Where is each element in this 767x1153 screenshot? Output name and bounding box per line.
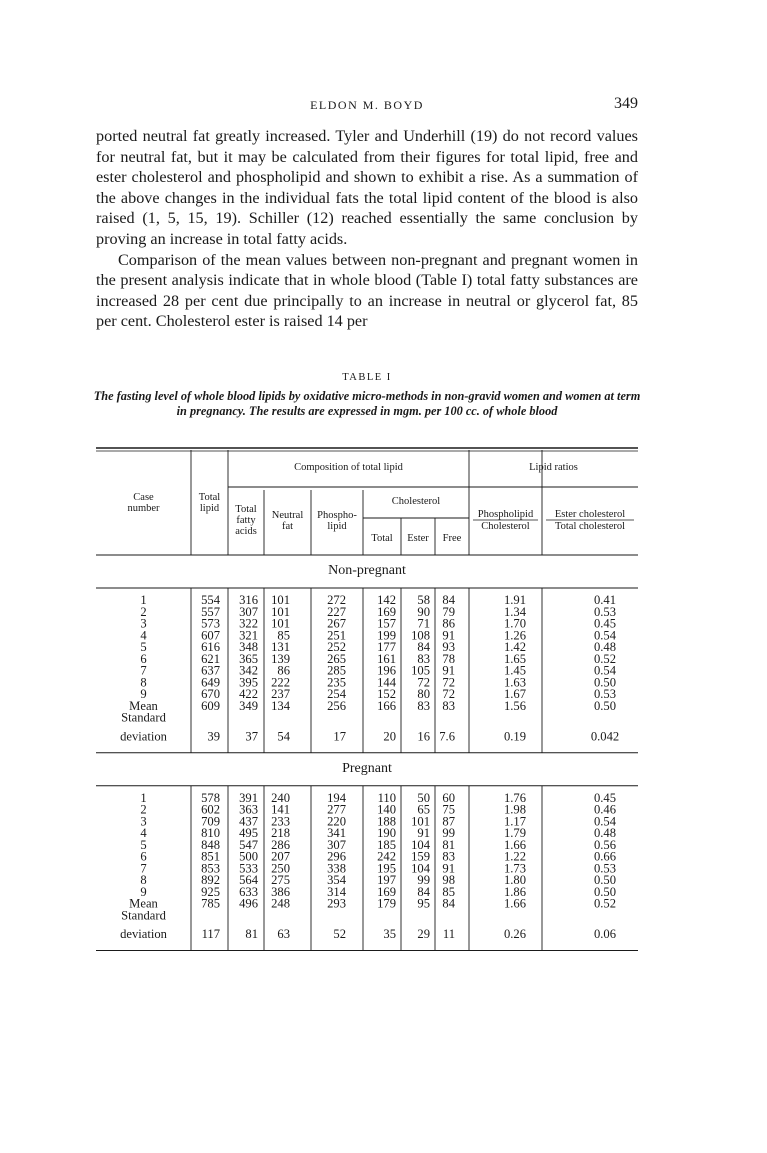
table-cell: 554	[201, 593, 220, 607]
table-cell: 185	[377, 837, 396, 852]
table-cell: 349	[239, 698, 258, 713]
case-number-cell: 2	[140, 802, 147, 817]
table-cell: 237	[271, 687, 290, 701]
table-cell: 84	[417, 884, 430, 899]
sd-cell: 37	[245, 729, 258, 744]
table-cell: 101	[271, 593, 290, 607]
table-cell: 79	[442, 604, 455, 619]
ratio-cell: 0.56	[593, 837, 617, 852]
case-number-cell: 5	[140, 837, 147, 852]
table-cell: 58	[417, 593, 430, 607]
table-cell: 286	[271, 837, 290, 852]
ratio-cell: 0.54	[593, 814, 617, 829]
table-cell: 348	[239, 640, 258, 654]
case-number-cell: 7	[140, 861, 147, 876]
table-cell: 207	[271, 849, 290, 864]
table-cell: 316	[239, 593, 258, 607]
table-cell: 72	[442, 687, 455, 701]
ratio-cell: 0.50	[593, 884, 617, 899]
case-number-cell: 5	[140, 640, 147, 654]
table-cell: 892	[201, 873, 220, 887]
case-number-cell: 3	[140, 616, 147, 631]
case-number-cell: Mean	[129, 896, 158, 911]
table-cell: 190	[377, 826, 396, 840]
table-cell: 342	[239, 663, 258, 678]
table-cell: 60	[442, 790, 455, 805]
case-number-cell: Mean	[129, 698, 158, 713]
table-cell: 65	[417, 802, 430, 817]
ratio-cell: 1.66	[503, 837, 527, 852]
table-cell: 495	[239, 826, 258, 840]
table-cell: 649	[201, 675, 220, 690]
table-cell: 533	[239, 861, 258, 876]
table-cell: 90	[417, 604, 430, 619]
table-cell: 248	[271, 896, 290, 911]
section-title: Pregnant	[342, 760, 392, 776]
table-cell: 391	[239, 790, 258, 805]
table-cell: 242	[377, 849, 396, 864]
table-cell: 144	[377, 675, 396, 690]
ratio-cell: 0.48	[593, 826, 617, 840]
table-cell: 83	[417, 698, 430, 713]
table-cell: 104	[411, 861, 430, 876]
table-cell: 83	[442, 849, 455, 864]
table-cell: 218	[271, 826, 290, 840]
ratio-cell: 1.42	[503, 640, 527, 654]
ratio-cell: 1.86	[503, 884, 527, 899]
sd-cell: 0.26	[503, 927, 527, 941]
table-cell: 110	[377, 790, 396, 805]
table-cell: 86	[277, 663, 290, 678]
table-cell: 578	[201, 790, 220, 805]
case-number-cell: 7	[140, 663, 147, 678]
paragraph: ported neutral fat greatly increased. Tyler and Underhill (19) do not record values for neutral fat, but it may be calculated from their figures for total lipid, free and ester cholesterol and phospholipid and shown to exhibit a rise. As a summation of the above changes in the individual fats the total lipid content of the blood is also raised (1, 5, 15, 19). Schiller (12) reached essentially the same conclusion by proving an increase in total fatty acids.	[96, 127, 638, 248]
table-cell: 265	[327, 651, 346, 666]
header-cholesterol-free: Free	[442, 533, 462, 544]
sd-cell: 52	[333, 927, 346, 941]
case-number-cell: 4	[140, 628, 147, 643]
table-cell: 83	[442, 698, 455, 713]
table-cell: 80	[417, 687, 430, 701]
header-ratio-phospholipid: Phospholipid	[477, 509, 534, 520]
table-cell: 785	[201, 896, 220, 911]
sd-cell: 63	[277, 927, 290, 941]
table-cell: 91	[442, 663, 455, 678]
table-cell: 159	[411, 849, 430, 864]
ratio-cell: 0.52	[593, 896, 617, 911]
table-cell: 233	[271, 814, 290, 829]
table-cell: 152	[377, 687, 396, 701]
ratio-cell: 1.56	[503, 698, 527, 713]
table-cell: 195	[377, 861, 396, 876]
sd-cell: 0.19	[503, 729, 527, 744]
table-cell: 616	[201, 640, 220, 654]
header-lipid-ratios-group: Lipid ratios	[529, 462, 578, 473]
table-cell: 71	[417, 616, 430, 631]
table-cell: 105	[411, 663, 430, 678]
table-cell: 95	[417, 896, 430, 911]
table-cell: 142	[377, 593, 396, 607]
sd-label: deviation	[120, 729, 167, 744]
case-number-cell: 1	[140, 790, 147, 805]
table-cell: 810	[201, 826, 220, 840]
ratio-cell: 0.48	[593, 640, 617, 654]
ratio-cell: 1.67	[503, 687, 527, 701]
table-cell: 251	[327, 628, 346, 643]
header-total-lipid: lipid	[199, 503, 220, 514]
table-cell: 602	[201, 802, 220, 817]
table-cell: 422	[239, 687, 258, 701]
table-cell: 177	[377, 640, 396, 654]
table-cell: 99	[442, 826, 455, 840]
table-cell: 386	[271, 884, 290, 899]
table-cell: 197	[377, 873, 396, 887]
table-cell: 285	[327, 663, 346, 678]
ratio-cell: 1.73	[503, 861, 527, 876]
ratio-cell: 0.45	[593, 616, 617, 631]
ratio-cell: 1.66	[503, 896, 527, 911]
table-cell: 235	[327, 675, 346, 690]
table-cell: 157	[377, 616, 396, 631]
sd-cell: 35	[383, 927, 396, 941]
table-cell: 267	[327, 616, 346, 631]
table-cell: 252	[327, 640, 346, 654]
ratio-cell: 0.45	[593, 790, 617, 805]
ratio-cell: 1.63	[503, 675, 527, 690]
table-cell: 81	[442, 837, 455, 852]
header-total-fatty-acids: Total	[235, 504, 257, 515]
sd-cell: 117	[201, 927, 220, 941]
header-neutral-fat: Neutral	[271, 510, 304, 521]
table-cell: 85	[277, 628, 290, 643]
header-neutral-fat: fat	[281, 521, 294, 532]
ratio-cell: 1.79	[503, 826, 527, 840]
sd-label: Standard	[121, 908, 166, 923]
header-cholesterol-group: Cholesterol	[391, 496, 441, 507]
table-cell: 363	[239, 802, 258, 817]
case-number-cell: 1	[140, 593, 147, 607]
sd-cell: 16	[417, 729, 430, 744]
table-cell: 607	[201, 628, 220, 643]
table-cell: 104	[411, 837, 430, 852]
case-number-cell: 6	[140, 651, 147, 666]
table-label: TABLE I	[342, 372, 392, 383]
table-cell: 98	[442, 873, 455, 887]
ratio-cell: 0.53	[593, 861, 617, 876]
case-number-cell: 3	[140, 814, 147, 829]
sd-cell: 20	[383, 729, 396, 744]
header-ratio-cholesterol: Cholesterol	[481, 521, 530, 532]
sd-cell: 7.6	[439, 729, 455, 744]
sd-label: Standard	[121, 710, 166, 725]
sd-cell: 17	[333, 729, 346, 744]
ratio-cell: 1.91	[503, 593, 527, 607]
case-number-cell: 9	[140, 687, 147, 701]
header-case-number: number	[127, 503, 160, 514]
ratio-cell: 1.17	[503, 814, 527, 829]
table-cell: 72	[442, 675, 455, 690]
case-number-cell: 8	[140, 873, 147, 887]
ratio-cell: 0.41	[593, 593, 617, 607]
sd-cell: 81	[245, 927, 258, 941]
table-cell: 354	[327, 873, 346, 887]
table-cell: 437	[239, 814, 258, 829]
sd-cell: 0.06	[593, 927, 617, 941]
ratio-cell: 1.80	[503, 873, 527, 887]
sd-label: deviation	[120, 927, 167, 941]
header-ratio-total-cholesterol: Total cholesterol	[554, 521, 626, 532]
table-cell: 338	[327, 861, 346, 876]
ratio-cell: 0.53	[593, 687, 617, 701]
table-cell: 322	[239, 616, 258, 631]
table-cell: 134	[271, 698, 290, 713]
section-title: Non-pregnant	[328, 563, 406, 578]
table-cell: 853	[201, 861, 220, 876]
table-cell: 307	[239, 604, 258, 619]
table-cell: 194	[327, 790, 346, 805]
table-cell: 84	[417, 640, 430, 654]
table-cell: 633	[239, 884, 258, 899]
header-total-lipid: Total	[198, 492, 221, 503]
table-cell: 557	[201, 604, 220, 619]
header-total-fatty-acids: acids	[235, 526, 257, 537]
table-cell: 637	[201, 663, 220, 678]
table-cell: 240	[271, 790, 290, 805]
table-cell: 83	[417, 651, 430, 666]
table-cell: 275	[271, 873, 290, 887]
table-cell: 101	[411, 814, 430, 829]
ratio-cell: 1.26	[503, 628, 527, 643]
ratio-cell: 0.50	[593, 873, 617, 887]
paragraph: Comparison of the mean values between non-pregnant and pregnant women in the present analysis indicate that in whole blood (Table I) total fatty substances are increased 28 per cent due principally to an increase in neutral or glycerol fat, 85 per cent. Cholesterol ester is raised 14 per	[96, 250, 638, 331]
table-cell: 296	[327, 849, 346, 864]
ratio-cell: 0.53	[593, 604, 617, 619]
table-cell: 91	[442, 861, 455, 876]
table-cell: 84	[442, 593, 455, 607]
sd-cell: 0.042	[590, 729, 620, 744]
table-cell: 101	[271, 616, 290, 631]
table-cell: 91	[417, 826, 430, 840]
table-cell: 250	[271, 861, 290, 876]
table-cell: 139	[271, 651, 290, 666]
running-head-author: ELDON M. BOYD	[310, 98, 424, 112]
ratio-cell: 0.50	[593, 698, 617, 713]
ratio-cell: 1.98	[503, 802, 527, 817]
table-cell: 500	[239, 849, 258, 864]
table-cell: 78	[442, 651, 455, 666]
table-cell: 72	[417, 675, 430, 690]
sd-cell: 54	[277, 729, 290, 744]
table-cell: 222	[271, 675, 290, 690]
ratio-cell: 1.34	[503, 604, 527, 619]
table-cell: 341	[327, 826, 346, 840]
table-cell: 50	[417, 790, 430, 805]
table-cell: 169	[377, 604, 396, 619]
sd-cell: 11	[442, 927, 455, 941]
case-number-cell: 2	[140, 604, 147, 619]
page-number: 349	[614, 95, 638, 112]
case-number-cell: 9	[140, 884, 147, 899]
table-cell: 848	[201, 837, 220, 852]
table-cell: 179	[377, 896, 396, 911]
table-cell: 91	[442, 628, 455, 643]
table-cell: 188	[377, 814, 396, 829]
table-cell: 196	[377, 663, 396, 678]
table-cell: 277	[327, 802, 346, 817]
table-caption: The fasting level of whole blood lipids by oxidative micro-methods in non-gravid women and women at term in pregnancy. The results are expressed in mgm. per 100 cc. of whole blood	[93, 389, 641, 418]
table-cell: 75	[442, 802, 455, 817]
table-cell: 293	[327, 896, 346, 911]
table-cell: 670	[201, 687, 220, 701]
table-cell: 564	[239, 873, 258, 887]
table-cell: 307	[327, 837, 346, 852]
table-cell: 272	[327, 593, 346, 607]
case-number-cell: 6	[140, 849, 147, 864]
table-cell: 851	[201, 849, 220, 864]
table-cell: 108	[411, 628, 430, 643]
table-cell: 199	[377, 628, 396, 643]
ratio-cell: 0.46	[593, 802, 617, 817]
table-cell: 496	[239, 896, 258, 911]
table-cell: 573	[201, 616, 220, 631]
ratio-cell: 0.66	[593, 849, 617, 864]
header-phospholipid: lipid	[327, 521, 347, 532]
case-number-cell: 8	[140, 675, 147, 690]
table-cell: 609	[201, 698, 220, 713]
table-cell: 365	[239, 651, 258, 666]
ratio-cell: 0.54	[593, 628, 617, 643]
table-cell: 84	[442, 896, 455, 911]
table-cell: 169	[377, 884, 396, 899]
case-number-cell: 4	[140, 826, 147, 840]
table-cell: 141	[271, 802, 290, 817]
header-cholesterol-ester: Ester	[407, 533, 429, 544]
table-cell: 166	[377, 698, 396, 713]
ratio-cell: 1.45	[503, 663, 527, 678]
table-cell: 220	[327, 814, 346, 829]
header-ratio-ester-cholesterol: Ester cholesterol	[554, 509, 626, 520]
table-cell: 925	[201, 884, 220, 899]
header-composition-group: Composition of total lipid	[294, 462, 403, 473]
sd-cell: 29	[417, 927, 430, 941]
ratio-cell: 1.70	[503, 616, 527, 631]
table-cell: 256	[327, 698, 346, 713]
table-cell: 395	[239, 675, 258, 690]
table-cell: 87	[442, 814, 455, 829]
table-cell: 547	[239, 837, 258, 852]
table-cell: 140	[377, 802, 396, 817]
header-total-fatty-acids: fatty	[236, 515, 256, 526]
table-cell: 321	[239, 628, 258, 643]
ratio-cell: 1.65	[503, 651, 527, 666]
header-cholesterol-total: Total	[371, 533, 393, 544]
table-cell: 85	[442, 884, 455, 899]
header-case-number: Case	[133, 492, 154, 503]
table-cell: 93	[442, 640, 455, 654]
ratio-cell: 0.52	[593, 651, 617, 666]
table-cell: 99	[417, 873, 430, 887]
table-cell: 227	[327, 604, 346, 619]
table-cell: 254	[327, 687, 346, 701]
ratio-cell: 0.54	[593, 663, 617, 678]
table-cell: 101	[271, 604, 290, 619]
table-cell: 131	[271, 640, 290, 654]
table-cell: 314	[327, 884, 346, 899]
ratio-cell: 0.50	[593, 675, 617, 690]
header-phospholipid: Phospho-	[317, 510, 357, 521]
table-cell: 621	[201, 651, 220, 666]
ratio-cell: 1.76	[503, 790, 527, 805]
table-cell: 161	[377, 651, 396, 666]
table-cell: 709	[201, 814, 220, 829]
table-cell: 86	[442, 616, 455, 631]
sd-cell: 39	[207, 729, 220, 744]
ratio-cell: 1.22	[503, 849, 527, 864]
